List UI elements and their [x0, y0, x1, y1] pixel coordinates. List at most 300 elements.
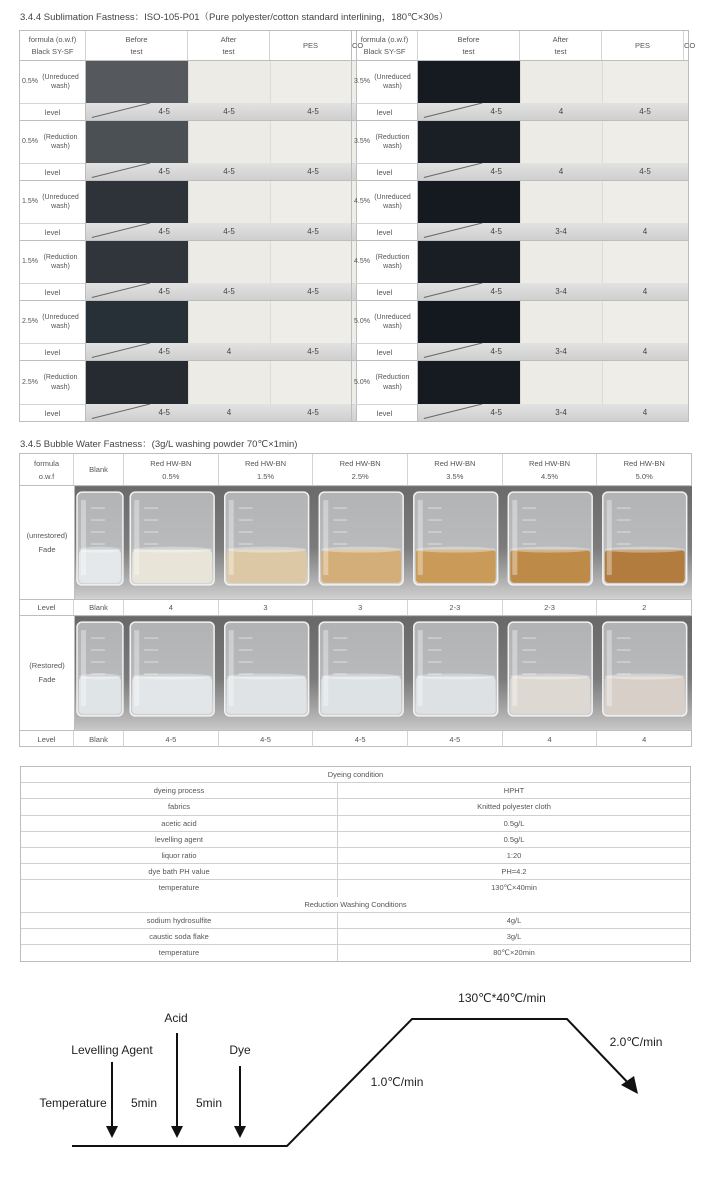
swatch-strip	[86, 301, 356, 343]
header-co: CO	[684, 40, 696, 50]
condition-row	[21, 929, 690, 945]
label-text: (unrestored)	[26, 530, 68, 540]
diagonal-line	[424, 404, 482, 419]
formula-wash: (Reduction wash)	[375, 374, 410, 391]
dyeing-condition-header	[21, 767, 690, 783]
condition-row	[21, 880, 690, 896]
dyeing-process-diagram	[0, 980, 711, 1195]
beaker	[130, 492, 214, 585]
header-after	[520, 31, 602, 60]
condition-value: 1:20	[506, 850, 522, 860]
grade-value: 4-5	[158, 227, 170, 236]
level-label: Level	[20, 600, 74, 615]
condition-row	[21, 848, 690, 864]
swatch-strip	[86, 121, 356, 163]
grade-pes: 3-4	[555, 227, 567, 236]
formula-cell	[20, 361, 86, 421]
grade-co: 4	[642, 408, 648, 417]
condition-row	[21, 864, 690, 880]
sublimation-row	[20, 361, 356, 421]
condition-row	[21, 945, 690, 961]
grade-before	[86, 163, 188, 180]
grade-co: 4	[642, 347, 648, 356]
dyed-fabric-swatch	[418, 121, 520, 163]
dye-name: Red HW-BN	[528, 458, 571, 468]
grade-co: 4-5	[307, 167, 319, 176]
dye-name: Red HW-BN	[434, 458, 476, 468]
formula-pct: 5.0%	[354, 378, 370, 386]
dyed-fabric-swatch	[418, 61, 520, 103]
sublimation-row	[352, 181, 688, 241]
formula-text	[20, 361, 85, 404]
pes-swatch	[520, 241, 602, 283]
fabric-sample	[418, 61, 688, 120]
condition-value: 0.5g/L	[503, 818, 525, 828]
level-label: level	[20, 283, 85, 300]
formula-pct: 3.5%	[354, 138, 370, 146]
grade-co: 4-5	[307, 287, 319, 296]
level-label: level	[352, 343, 417, 360]
formula-cell	[352, 61, 418, 120]
condition-value: PH=4.2	[501, 867, 527, 877]
grade-co: 4-5	[307, 107, 319, 116]
formula-cell	[20, 121, 86, 180]
header-text: formula	[33, 458, 59, 468]
swatch-strip	[418, 361, 688, 404]
co-swatch	[270, 301, 356, 343]
dyed-fabric-swatch	[86, 181, 188, 223]
grade-value: 4-5	[158, 408, 170, 417]
formula-text	[20, 301, 85, 343]
dyed-fabric-swatch	[86, 241, 188, 283]
header-conc	[503, 454, 598, 485]
header-text: After	[552, 34, 569, 44]
condition-key: levelling agent	[21, 832, 338, 847]
dye-name: Red HW-BN	[623, 458, 665, 468]
formula-cell	[352, 241, 418, 300]
formula-text	[20, 181, 85, 223]
level-value: 2	[642, 603, 647, 612]
beaker	[319, 622, 403, 716]
condition-key: dyeing process	[21, 783, 338, 798]
fabric-sample	[418, 361, 688, 421]
level-value: 3	[313, 600, 408, 615]
level-value: 4	[124, 600, 219, 615]
beaker	[414, 622, 498, 716]
unrestored-beakers-photo	[74, 486, 692, 599]
header-blank: Blank	[74, 454, 124, 485]
conc: 1.5%	[256, 471, 275, 481]
dyed-fabric-swatch	[86, 121, 188, 163]
beaker	[508, 492, 592, 585]
diagonal-line	[424, 103, 482, 118]
grade-value: 4-5	[490, 408, 502, 417]
condition-key: dye bath PH value	[21, 864, 338, 879]
grade-strip	[86, 223, 356, 240]
formula-wash: (Reduction wash)	[43, 133, 78, 150]
condition-key: sodium hydrosulfite	[21, 913, 338, 928]
grade-co: 4-5	[307, 408, 319, 417]
swatch-strip	[418, 121, 688, 163]
header-pes: PES	[602, 31, 684, 60]
dye-name: Red HW-BN	[339, 458, 381, 468]
diagonal-line	[92, 103, 150, 118]
grade-co: 4-5	[639, 167, 651, 176]
condition-row	[21, 913, 690, 929]
grade-pes: 4-5	[223, 107, 235, 116]
grade-strip	[86, 404, 356, 421]
level-label: level	[20, 103, 85, 120]
pes-swatch	[520, 181, 602, 223]
pes-swatch	[188, 241, 270, 283]
temperature-label: Temperature	[39, 1096, 107, 1110]
sublimation-row	[20, 301, 356, 361]
fabric-sample	[86, 361, 356, 421]
grade-pes: 4-5	[223, 167, 235, 176]
beaker	[130, 622, 214, 716]
header-text: test	[130, 46, 143, 56]
level-value: 2-3	[503, 600, 598, 615]
diagonal-line	[92, 223, 150, 238]
header-text: Black SY-SF	[363, 46, 406, 56]
header-conc	[313, 454, 408, 485]
co-swatch	[602, 121, 688, 163]
grade-before	[86, 103, 188, 120]
header-text: o.w.f	[38, 471, 55, 481]
grade-co: 4	[642, 227, 648, 236]
formula-pct: 0.5%	[22, 78, 38, 86]
condition-value: HPHT	[503, 786, 525, 796]
header-text: Before	[457, 34, 480, 44]
formula-cell	[20, 241, 86, 300]
formula-cell	[352, 301, 418, 360]
dyed-fabric-swatch	[86, 61, 188, 103]
restored-label	[20, 616, 74, 730]
swatch-strip	[418, 241, 688, 283]
grade-strip	[86, 163, 356, 180]
level-value: Blank	[74, 731, 124, 747]
formula-text	[352, 241, 417, 283]
grade-before	[86, 404, 188, 421]
sublimation-row	[352, 361, 688, 421]
formula-text	[352, 61, 417, 103]
formula-cell	[352, 361, 418, 421]
condition-value: Knitted polyester cloth	[477, 802, 551, 812]
diagonal-line	[424, 283, 482, 298]
swatch-strip	[418, 181, 688, 223]
formula-wash: (Unreduced wash)	[42, 193, 79, 210]
reduction-condition-header	[21, 897, 690, 913]
formula-text	[352, 181, 417, 223]
formula-pct: 4.5%	[354, 258, 370, 266]
grade-strip	[418, 404, 688, 421]
level-label: level	[352, 283, 417, 300]
level-value: 3	[219, 600, 314, 615]
formula-wash: (Unreduced wash)	[374, 193, 411, 210]
grade-pes: 4-5	[223, 287, 235, 296]
grade-before	[418, 163, 520, 180]
level-value: 4-5	[313, 731, 408, 747]
formula-cell	[20, 61, 86, 120]
grade-pes: 3-4	[555, 408, 567, 417]
condition-key: liquor ratio	[21, 848, 338, 863]
conc: 4.5%	[540, 471, 559, 481]
diagonal-line	[92, 283, 150, 298]
formula-text	[20, 61, 85, 103]
formula-cell	[352, 121, 418, 180]
pes-swatch	[520, 61, 602, 103]
condition-value: 0.5g/L	[503, 834, 525, 844]
fabric-sample	[418, 121, 688, 180]
grade-value: 4-5	[490, 107, 502, 116]
condition-row	[21, 832, 690, 848]
grade-strip	[418, 103, 688, 120]
swatch-strip	[86, 181, 356, 223]
level-value: 4-5	[408, 731, 503, 747]
acid-label: Acid	[164, 1011, 188, 1025]
swatch-strip	[418, 301, 688, 343]
interval-1-label: 5min	[130, 1096, 158, 1110]
conc: 0.5%	[162, 471, 180, 481]
grade-pes: 3-4	[555, 347, 567, 356]
pes-swatch	[188, 301, 270, 343]
grade-before	[418, 283, 520, 300]
label-text: (Restored)	[29, 661, 65, 670]
condition-row	[21, 783, 690, 799]
grade-value: 4-5	[158, 167, 170, 176]
condition-value: 80℃×20min	[493, 948, 535, 958]
co-swatch	[602, 241, 688, 283]
co-swatch	[602, 361, 688, 404]
formula-wash: (Unreduced wash)	[42, 313, 79, 330]
header-text: formula (o.w.f)	[360, 34, 409, 44]
heating-rate-label: 1.0℃/min	[370, 1075, 424, 1089]
level-label: level	[352, 163, 417, 180]
formula-text	[20, 121, 85, 163]
grade-strip	[86, 343, 356, 360]
condition-row	[21, 816, 690, 832]
level-label: level	[20, 404, 85, 421]
header-conc	[597, 454, 691, 485]
beaker	[414, 492, 498, 585]
restored-level-row	[20, 730, 691, 747]
sublimation-row	[20, 121, 356, 181]
header-text: Before	[125, 34, 148, 44]
formula-text	[352, 301, 417, 343]
pes-swatch	[520, 301, 602, 343]
diagonal-line	[424, 343, 482, 358]
header-conc	[219, 454, 314, 485]
unrestored-label	[20, 486, 74, 599]
swatch-strip	[418, 61, 688, 103]
formula-cell	[352, 181, 418, 240]
formula-pct: 0.5%	[22, 138, 38, 146]
bubble-title: 3.4.5 Bubble Water Fastness：(3g/L washing powder 70℃×1min)	[20, 439, 298, 450]
formula-wash: (Unreduced wash)	[42, 73, 79, 90]
condition-key: fabrics	[21, 799, 338, 814]
level-value: 4	[642, 734, 647, 744]
conc: 3.5%	[446, 471, 464, 481]
pes-swatch	[188, 61, 270, 103]
formula-pct: 5.0%	[354, 318, 370, 326]
formula-wash: (Unreduced wash)	[374, 313, 411, 330]
sublimation-row	[352, 121, 688, 181]
header-formula	[20, 454, 74, 485]
header-co: CO	[352, 40, 364, 50]
formula-pct: 2.5%	[22, 378, 38, 386]
level-value: 4-5	[219, 731, 314, 747]
arrow-head	[106, 1126, 118, 1138]
co-swatch	[270, 121, 356, 163]
level-label: level	[352, 223, 417, 240]
condition-value: 4g/L	[506, 915, 522, 925]
level-label: level	[20, 343, 85, 360]
formula-pct: 3.5%	[354, 78, 370, 86]
level-label: level	[352, 103, 417, 120]
fabric-sample	[86, 121, 356, 180]
co-swatch	[270, 181, 356, 223]
formula-wash: (Reduction wash)	[43, 253, 78, 270]
grade-co: 4-5	[307, 347, 319, 356]
dyed-fabric-swatch	[418, 241, 520, 283]
condition-value: 130℃×40min	[491, 883, 537, 893]
formula-pct: 4.5%	[354, 198, 370, 206]
formula-wash: (Reduction wash)	[43, 374, 78, 391]
sublimation-row	[352, 301, 688, 361]
swatch-strip	[86, 361, 356, 404]
conc: 2.5%	[351, 471, 369, 481]
grade-pes: 4	[558, 167, 564, 176]
sublimation-row	[20, 241, 356, 301]
swatch-strip	[86, 61, 356, 103]
level-label: Level	[20, 731, 74, 747]
header-after	[188, 31, 270, 60]
grade-strip	[418, 343, 688, 360]
beaker	[319, 492, 403, 585]
header-formula	[352, 31, 418, 60]
formula-wash: (Reduction wash)	[375, 253, 410, 270]
header-text: After	[220, 34, 237, 44]
dye-name: Red HW-BN	[244, 458, 287, 468]
grade-strip	[86, 283, 356, 300]
co-swatch	[602, 301, 688, 343]
formula-pct: 1.5%	[22, 258, 38, 266]
level-label: level	[20, 223, 85, 240]
sublimation-title: 3.4.4 Sublimation Fastness：ISO-105-P01（Pure polyester/cotton standard interlining，180℃×30s）	[20, 12, 449, 23]
grade-value: 4-5	[158, 107, 170, 116]
grade-before	[418, 404, 520, 421]
pes-swatch	[188, 181, 270, 223]
grade-co: 4	[642, 287, 648, 296]
fabric-sample	[418, 301, 688, 360]
header-conc	[408, 454, 503, 485]
beaker	[225, 492, 309, 585]
table-header	[352, 31, 696, 61]
formula-text	[352, 361, 417, 404]
arrow-head	[234, 1126, 246, 1138]
conditions-table	[20, 766, 691, 962]
condition-key: temperature	[21, 945, 338, 961]
fabric-sample	[86, 181, 356, 240]
diagonal-line	[92, 343, 150, 358]
header-before	[86, 31, 188, 60]
pes-swatch	[520, 121, 602, 163]
level-value: 2-3	[408, 600, 503, 615]
label-text: Fade	[38, 675, 56, 684]
co-swatch	[602, 181, 688, 223]
grade-before	[418, 103, 520, 120]
diagonal-line	[424, 223, 482, 238]
temperature-curve	[72, 1019, 633, 1146]
level-value: Blank	[74, 600, 124, 615]
dye-name: Red HW-BN	[150, 458, 192, 468]
beaker	[603, 492, 687, 585]
level-label: level	[352, 404, 417, 421]
co-swatch	[270, 241, 356, 283]
formula-text	[20, 241, 85, 283]
grade-pes: 4	[226, 347, 232, 356]
sublimation-row	[20, 181, 356, 241]
formula-text	[352, 121, 417, 163]
level-label: level	[20, 163, 85, 180]
grade-pes: 4-5	[223, 227, 235, 236]
header-text: test	[554, 46, 567, 56]
header-text: test	[222, 46, 235, 56]
diagonal-line	[92, 404, 150, 419]
conc: 5.0%	[635, 471, 653, 481]
header-text: Black SY-SF	[31, 46, 74, 56]
formula-cell	[20, 301, 86, 360]
condition-row	[21, 799, 690, 815]
sublimation-row	[352, 241, 688, 301]
levelling-agent-label: Levelling Agent	[71, 1043, 153, 1057]
sublimation-row	[352, 61, 688, 121]
dyed-fabric-swatch	[418, 301, 520, 343]
grade-value: 4-5	[158, 347, 170, 356]
dye-label: Dye	[229, 1043, 251, 1057]
cooling-rate-label: 2.0℃/min	[609, 1035, 663, 1049]
dyed-fabric-swatch	[418, 361, 520, 404]
holding-label: 130℃*40℃/min	[458, 991, 546, 1005]
sublimation-table-right	[351, 30, 696, 422]
grade-pes: 4	[226, 408, 232, 417]
formula-pct: 2.5%	[22, 318, 38, 326]
grade-strip	[418, 163, 688, 180]
grade-co: 4-5	[639, 107, 651, 116]
grade-strip	[418, 223, 688, 240]
grade-value: 4-5	[158, 287, 170, 296]
fabric-sample	[418, 241, 688, 300]
header-conc	[124, 454, 219, 485]
grade-co: 4-5	[307, 227, 319, 236]
header-pes: PES	[270, 31, 352, 60]
grade-before	[86, 223, 188, 240]
diagonal-line	[92, 163, 150, 178]
formula-wash: (Unreduced wash)	[374, 73, 411, 90]
diagonal-line	[424, 163, 482, 178]
condition-value: 3g/L	[506, 931, 522, 941]
arrow-head	[171, 1126, 183, 1138]
grade-strip	[86, 103, 356, 120]
dyed-fabric-swatch	[86, 301, 188, 343]
condition-key: acetic acid	[21, 816, 338, 831]
grade-value: 4-5	[490, 167, 502, 176]
fabric-sample	[86, 61, 356, 120]
formula-wash: (Reduction wash)	[375, 133, 410, 150]
co-swatch	[270, 361, 356, 404]
co-swatch	[602, 61, 688, 103]
condition-key: temperature	[21, 880, 338, 896]
